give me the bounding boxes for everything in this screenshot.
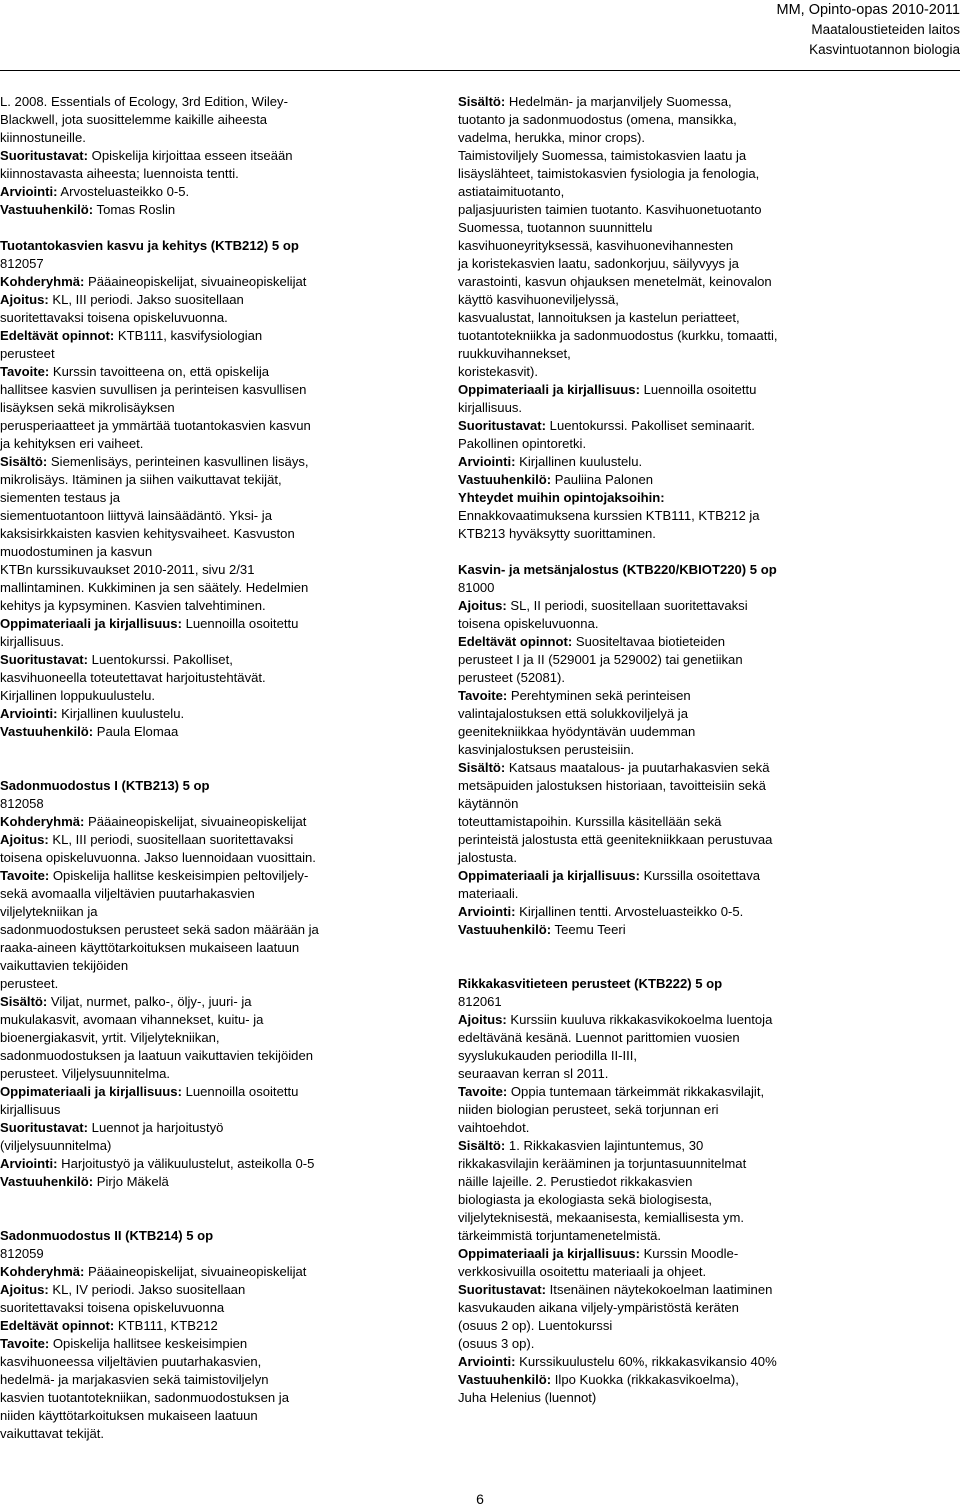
course-field: Tavoite: Opiskelija hallitsee keskeisimpien: [0, 1336, 248, 1351]
course-field-cont: mallintaminen. Kukkiminen ja sen säätely. Hedelmien: [0, 580, 309, 595]
header-rule: [0, 70, 960, 71]
page-number: 6: [476, 1491, 484, 1507]
course-field-cont: paljasjuuristen taimien tuotanto. Kasvihuonetuotanto: [458, 202, 762, 217]
course-field-cont: niiden biologian perusteet, sekä torjunnan eri: [458, 1102, 719, 1117]
course-code: 812061: [458, 994, 502, 1009]
course-field: Sisältö: Katsaus maatalous- ja puutarhakasvien sekä: [458, 760, 770, 775]
course-field: Sisältö: Viljat, nurmet, palko-, öljy-, juuri- ja: [0, 994, 252, 1009]
course-field-cont: mukulakasvit, avomaan vihannekset, kuitu- ja: [0, 1012, 264, 1027]
course-code: 81000: [458, 580, 495, 595]
course-title: Sadonmuodostus I (KTB213) 5 op: [0, 778, 210, 793]
course-field-cont: kehitys ja kypsyminen. Kasvien talvehtiminen.: [0, 598, 266, 613]
intro-suoritus: Suoritustavat: Opiskelija kirjoittaa esseen itseään: [0, 148, 293, 163]
course-field-cont: kasvihuoneyrityksessä, kasvihuonevihannesten: [458, 238, 734, 253]
course-field-cont: astiataimituotanto,: [458, 184, 565, 199]
course-field-cont: edeltävänä kesänä. Luennot parittomien vuosien: [458, 1030, 740, 1045]
course-field-cont: kasvualustat, lannoituksen ja kastelun periatteet,: [458, 310, 740, 325]
course-field-cont: viljelytekniikan ja: [0, 904, 98, 919]
course-field: Vastuuhenkilö: Ilpo Kuokka (rikkakasvikoelma),: [458, 1372, 739, 1387]
course-field-cont: tuotanto ja sadonmuodostus (omena, mansikka,: [458, 112, 737, 127]
course-field-cont: hedelmä- ja marjakasvien sekä taimistoviljelyn: [0, 1372, 269, 1387]
course-field-cont: perusteet I ja II (529001 ja 529002) tai genetiikan: [458, 652, 743, 667]
course-field: Oppimateriaali ja kirjallisuus: Kurssilla osoitettava: [458, 868, 761, 883]
course-field-cont: viljelyteknisestä, mekaanisesta, kemiallisesta ym.: [458, 1210, 744, 1225]
course-field-cont: perinteistä jalostusta että geenitekniikkaan perustuvaa: [458, 832, 773, 847]
course-field-cont: suoritettavaksi toisena opiskeluvuonna.: [0, 310, 228, 325]
course-field: Vastuuhenkilö: Paula Elomaa: [0, 724, 179, 739]
course-field: Suoritustavat: Luentokurssi. Pakolliset seminaarit.: [458, 418, 755, 433]
course-field-cont: vadelma, herukka, minor crops).: [458, 130, 646, 145]
intro-vastuu: Vastuuhenkilö: Tomas Roslin: [0, 202, 176, 217]
header-subject: Kasvintuotannon biologia: [809, 42, 960, 57]
intro-line: L. 2008. Essentials of Ecology, 3rd Edition, Wiley-: [0, 94, 288, 109]
course-field-cont: Ennakkovaatimuksena kurssien KTB111, KTB212 ja: [458, 508, 760, 523]
course-field-cont: tärkeimmistä torjuntamenetelmistä.: [458, 1228, 662, 1243]
course-field: Oppimateriaali ja kirjallisuus: Luennoilla osoitettu: [0, 616, 299, 631]
course-field: Ajoitus: KL, IV periodi. Jakso suositellaan: [0, 1282, 246, 1297]
course-code: 812059: [0, 1246, 44, 1261]
course-field-cont: (viljelysuunnitelma): [0, 1138, 112, 1153]
course-field-cont: kirjallisuus: [0, 1102, 61, 1117]
course-field-cont: jalostusta.: [458, 850, 517, 865]
course-field-cont: rikkakasvilajin kerääminen ja torjuntasuunnitelmat: [458, 1156, 747, 1171]
course-field: Ajoitus: SL, II periodi, suositellaan suoritettavaksi: [458, 598, 748, 613]
course-field: Suoritustavat: Luennot ja harjoitustyö: [0, 1120, 224, 1135]
course-field-cont: niiden käyttötarkoituksen mukaiseen laatuun: [0, 1408, 258, 1423]
course-field: Vastuuhenkilö: Pauliina Palonen: [458, 472, 654, 487]
course-field: Sisältö: Hedelmän- ja marjanviljely Suomessa,: [458, 94, 732, 109]
course-field-cont: vaihtoehdot.: [458, 1120, 530, 1135]
page-header: [776, 0, 960, 60]
course-field-cont: verkkosivuilla osoitettu materiaali ja ohjeet.: [458, 1264, 707, 1279]
course-field-cont: perusperiaatteet ja ymmärtää tuotantokasvien kasvun: [0, 418, 311, 433]
course-field: Tavoite: Perehtyminen sekä perinteisen: [458, 688, 691, 703]
course-field-cont: tuotantotekniikka ja sadonmuodostus (kurkku, tomaatti,: [458, 328, 778, 343]
course-field-cont: mikrolisäys. Itäminen ja siihen vaikuttavat tekijät,: [0, 472, 282, 487]
course-field: Edeltävät opinnot: Suositeltavaa biotieteiden: [458, 634, 726, 649]
course-field-cont: KTB213 hyväksytty suorittaminen.: [458, 526, 656, 541]
course-field: Kohderyhmä: Pääaineopiskelijat, sivuaineopiskelijat: [0, 814, 307, 829]
course-title: Kasvin- ja metsänjalostus (KTB220/KBIOT220) 5 op: [458, 562, 777, 577]
course-field-cont: ja koristekasvien laatu, sadonkorjuu, säilyvyys ja: [458, 256, 739, 271]
course-field: Kohderyhmä: Pääaineopiskelijat, sivuaineopiskelijat: [0, 274, 307, 289]
course-field: Oppimateriaali ja kirjallisuus: Kurssin Moodle-: [458, 1246, 739, 1261]
header-guide-title: MM, Opinto-opas 2010-2011: [776, 2, 960, 18]
course-field-cont: vaikuttavien tekijöiden: [0, 958, 129, 973]
course-field: Arviointi: Kirjallinen kuulustelu.: [0, 706, 185, 721]
course-field: Sisältö: 1. Rikkakasvien lajintuntemus, 30: [458, 1138, 704, 1153]
course-field-cont: Juha Helenius (luennot): [458, 1390, 597, 1405]
course-field-cont: syyslukukauden periodilla II-III,: [458, 1048, 638, 1063]
course-field: Ajoitus: KL, III periodi. Jakso suositellaan: [0, 292, 244, 307]
course-field: Vastuuhenkilö: Pirjo Mäkelä: [0, 1174, 169, 1189]
header-department: Maataloustieteiden laitos: [811, 22, 960, 37]
course-field: Arviointi: Kirjallinen kuulustelu.: [458, 454, 643, 469]
course-field-cont: koristekasvit).: [458, 364, 539, 379]
course-field-cont: bioenergiakasvit, yrtit. Viljelytekniikan,: [0, 1030, 220, 1045]
course-field-cont: hallitsee kasvien suvullisen ja perinteisen kasvullisen: [0, 382, 307, 397]
course-field-cont: toteuttamistapoihin. Kurssilla käsitellään sekä: [458, 814, 722, 829]
course-field-cont: kasvukauden aikana viljely-ympäristöstä keräten: [458, 1300, 739, 1315]
course-field-cont: toisena opiskeluvuonna.: [458, 616, 599, 631]
course-field: Ajoitus: KL, III periodi, suositellaan suoritettavaksi: [0, 832, 294, 847]
course-field-cont: kasvien tuotantotekniikan, sadonmuodostuksen ja: [0, 1390, 289, 1405]
course-code: 812057: [0, 256, 44, 271]
intro-suoritus-cont: kiinnostavasta aiheesta; luennoista tentti.: [0, 166, 239, 181]
intro-line: kiinnostuneille.: [0, 130, 86, 145]
course-field-cont: (osuus 2 op). Luentokurssi: [458, 1318, 613, 1333]
course-title: Rikkakasvitieteen perusteet (KTB222) 5 op: [458, 976, 723, 991]
course-field-cont: suoritettavaksi toisena opiskeluvuonna: [0, 1300, 225, 1315]
course-field-cont: kirjallisuus.: [0, 634, 65, 649]
course-field: Edeltävät opinnot: KTB111, KTB212: [0, 1318, 218, 1333]
course-field-cont: lisäyslähteet, taimistokasvien fysiologia ja fenologia,: [458, 166, 760, 181]
course-field-cont: KTBn kurssikuvaukset 2010-2011, sivu 2/31: [0, 562, 255, 577]
course-field-cont: kasvihuoneessa viljeltävien puutarhakasvien,: [0, 1354, 262, 1369]
course-field-cont: Kirjallinen loppukuulustelu.: [0, 688, 156, 703]
course-field-cont: kaksisirkkaisten kasvien kehitysvaiheet. Kasvuston: [0, 526, 295, 541]
course-field-cont: sadonmuodostuksen ja laatuun vaikuttavien tekijöiden: [0, 1048, 314, 1063]
course-field-cont: lisäyksen sekä mikrolisäyksen: [0, 400, 175, 415]
intro-line: Blackwell, jota suosittelemme kaikille aiheesta: [0, 112, 268, 127]
course-field: Ajoitus: Kurssiin kuuluva rikkakasvikokoelma luentoja: [458, 1012, 773, 1027]
course-field-cont: metsäpuiden jalostuksen historiaan, tavoitteisiin sekä: [458, 778, 766, 793]
course-field: Suoritustavat: Luentokurssi. Pakolliset,: [0, 652, 233, 667]
course-field-cont: (osuus 3 op).: [458, 1336, 535, 1351]
course-field: Arviointi: Kirjallinen tentti. Arvosteluasteikko 0-5.: [458, 904, 744, 919]
course-field-cont: raaka-aineen käyttötarkoituksen mukaiseen laatuun: [0, 940, 300, 955]
course-title: Tuotantokasvien kasvu ja kehitys (KTB212) 5 op: [0, 238, 299, 253]
course-field-cont: kirjallisuus.: [458, 400, 523, 415]
course-field-cont: biologiasta ja ekologiasta sekä biologisesta,: [458, 1192, 713, 1207]
course-field-cont: ja kehityksen eri vaiheet.: [0, 436, 144, 451]
course-title: Sadonmuodostus II (KTB214) 5 op: [0, 1228, 214, 1243]
course-field-cont: perusteet. Viljelysuunnitelma.: [0, 1066, 171, 1081]
course-field-cont: käytännön: [458, 796, 519, 811]
course-field-cont: kasvinjalostuksen perusteisiin.: [458, 742, 635, 757]
course-field-cont: siementen testaus ja: [0, 490, 121, 505]
course-field-cont: vaikuttavat tekijät.: [0, 1426, 105, 1441]
course-field-cont: perusteet.: [0, 976, 59, 991]
course-field-cont: materiaali.: [458, 886, 519, 901]
course-field: Suoritustavat: Itsenäinen näytekokoelman laatiminen: [458, 1282, 773, 1297]
intro-arviointi: Arviointi: Arvosteluasteikko 0-5.: [0, 184, 190, 199]
course-field-cont: perusteet (52081).: [458, 670, 566, 685]
course-field: Oppimateriaali ja kirjallisuus: Luennoilla osoitettu: [458, 382, 757, 397]
course-code: 812058: [0, 796, 44, 811]
course-field: Tavoite: Opiskelija hallitse keskeisimpien peltoviljely-: [0, 868, 309, 883]
course-field: Edeltävät opinnot: KTB111, kasvifysiologian: [0, 328, 263, 343]
course-field-cont: valintajalostuksen että solukkoviljelyä ja: [458, 706, 688, 721]
course-field: Tavoite: Oppia tuntemaan tärkeimmät rikkakasvilajit,: [458, 1084, 765, 1099]
course-field-cont: toisena opiskeluvuonna. Jakso luennoidaan vuosittain.: [0, 850, 316, 865]
course-field-cont: Taimistoviljely Suomessa, taimistokasvien laatu ja: [458, 148, 747, 163]
course-field-cont: seuraavan kerran sl 2011.: [458, 1066, 609, 1081]
course-field-cont: muodostuminen ja kasvun: [0, 544, 153, 559]
course-field-cont: näille lajeille. 2. Perustiedot rikkakasvien: [458, 1174, 693, 1189]
course-field-cont: varastointi, kasvun ohjauksen menetelmät, keinovalon: [458, 274, 772, 289]
left-column: [0, 93, 420, 1443]
course-field-cont: sekä avomaalla viljeltävien puutarhakasvien: [0, 886, 255, 901]
course-field-cont: kasvihuoneella toteutettavat harjoitustehtävät.: [0, 670, 266, 685]
course-field: Tavoite: Kurssin tavoitteena on, että opiskelija: [0, 364, 270, 379]
course-field: Vastuuhenkilö: Teemu Teeri: [458, 922, 626, 937]
course-field-cont: Suomessa, tuotannon suunnittelu: [458, 220, 653, 235]
course-field-cont: ruukkuvihannekset,: [458, 346, 571, 361]
course-field-cont: sadonmuodostuksen perusteet sekä sadon määrään ja: [0, 922, 319, 937]
course-field: Arviointi: Harjoitustyö ja välikuulustelut, asteikolla 0-5: [0, 1156, 315, 1171]
course-field: Yhteydet muihin opintojaksoihin:: [458, 490, 665, 505]
course-field-cont: siementuotantoon liittyvä lainsäädäntö. Yksi- ja: [0, 508, 272, 523]
course-field: Kohderyhmä: Pääaineopiskelijat, sivuaineopiskelijat: [0, 1264, 307, 1279]
course-field-cont: Pakollinen opintoretki.: [458, 436, 587, 451]
course-field: Sisältö: Siemenlisäys, perinteinen kasvullinen lisäys,: [0, 454, 309, 469]
course-field: Oppimateriaali ja kirjallisuus: Luennoilla osoitettu: [0, 1084, 299, 1099]
course-field-cont: geenitekniikkaa hyödyntävän uudemman: [458, 724, 696, 739]
right-column: [458, 93, 888, 1407]
course-field: Arviointi: Kurssikuulustelu 60%, rikkakasvikansio 40%: [458, 1354, 777, 1369]
course-field-cont: perusteet: [0, 346, 55, 361]
course-field-cont: käyttö kasvihuoneviljelyssä,: [458, 292, 619, 307]
